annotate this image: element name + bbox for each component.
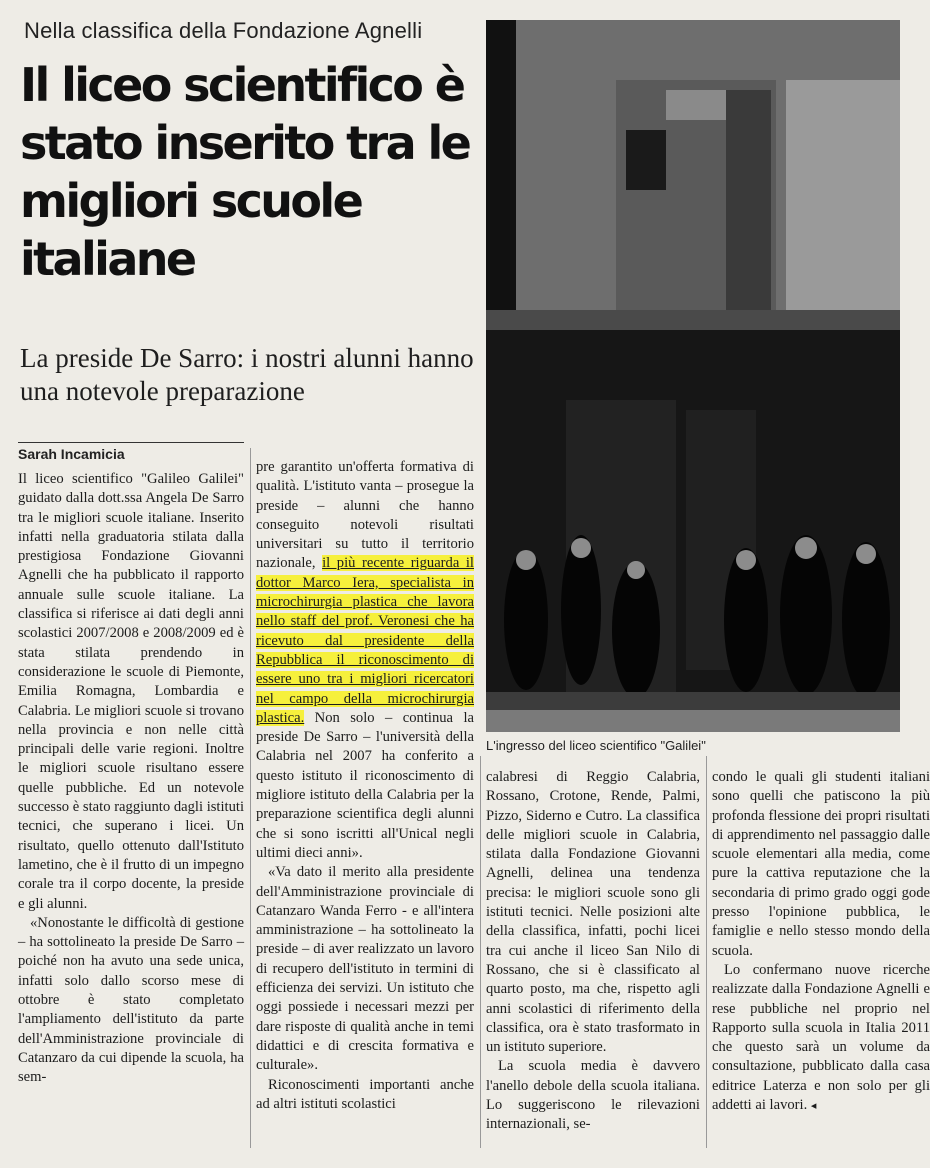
article-column-1 xyxy=(18,470,244,1088)
end-of-article-icon: ◂ xyxy=(810,1100,817,1113)
column-divider xyxy=(480,756,481,1148)
paragraph: «Nonostante le difficoltà di gestione – ha sottolineato la preside De Sarro – poiché non ha avuto una sede unica, infatti solo dallo scorso mese di ottobre è stato completato l'ampliamento dell'istituto da parte dell'Amministrazione provinciale di Catanzaro da cui dipende la scuola, ha sem- xyxy=(18,914,244,1086)
photo-illustration xyxy=(486,20,900,732)
byline: Sarah Incamicia xyxy=(18,442,244,462)
paragraph-text: pre garantito un'offerta formativa di qualità. L'istituto vanta – prosegue la preside – alunni che hanno conseguito notevoli risultati universitari su tutto il territorio nazionale, xyxy=(256,459,474,572)
article-subheadline: La preside De Sarro: i nostri alunni hanno una notevole preparazione xyxy=(20,343,474,406)
paragraph: calabresi di Reggio Calabria, Rossano, Crotone, Rende, Palmi, Pizzo, Siderno e Cutro. La classifica delle migliori scuole in Calabria, stilata dalla Fondazione Giovanni Agnelli, delinea una tendenza precisa: le migliori scuole sono gli istituti tecnici. Nelle posizioni alte della classifica, infatti, pochi licei tra cui anche il liceo San Nilo di Rossano, che si è classificato al quarto posto, ma che, rispetto agli anni scolastici di riferimento della classifica, ora è stato trasformato in un istituto superiore. xyxy=(486,769,700,1056)
article-column-2 xyxy=(256,458,474,1114)
column-divider xyxy=(250,448,251,1148)
article-column-4 xyxy=(712,768,930,1148)
article-headline: Il liceo scientifico è stato inserito tra le migliori scuole italiane xyxy=(20,58,470,286)
article-kicker: Nella classifica della Fondazione Agnelli xyxy=(24,18,423,43)
photo-caption: L'ingresso del liceo scientifico "Galilei" xyxy=(486,738,706,753)
school-entrance-photo xyxy=(486,20,900,732)
paragraph xyxy=(256,458,474,863)
paragraph xyxy=(712,961,930,1116)
paragraph: Il liceo scientifico "Galileo Galilei" guidato dalla dott.ssa Angela De Sarro tra le migliori scuole italiane. Inserito infatti nella graduatoria stilata dalla prestigiosa Fondazione Giovanni Agnelli che ha pubblicato il rapporto annuale sulle scuole italiane. La classifica si riferisce ai dati degli anni scolastici 2007/2008 e 2008/2009 ed è stata stilata prendendo in considerazione le scuole di Piemonte, Emilia Romagna, Lombardia e Calabria. Le migliori scuole si trovano nella provincia e non nelle città principali delle varie regioni. Inoltre le migliori scuole risultano essere quelle pubbliche. Ed un notevole successo è stato raggiunto dagli istituti tecnici, che superano i licei. Un risultato, quello ottenuto dall'Istituto lametino, che è il frutto di un impegno corale tra il corpo docente, la preside e gli alunni. xyxy=(18,471,244,912)
paragraph: «Va dato il merito alla presidente dell'Amministrazione provinciale di Catanzaro Wanda Ferro - e all'intera amministrazione – ha sottolineato la preside – di aver realizzato un lavoro di recupero dell'istituto in termini di efficienza dei servizi. Un istituto che oggi possiede i necessari mezzi per dare risposte di qualità anche in temi didattici e di crescita formativa e culturale». xyxy=(256,864,474,1074)
paragraph: condo le quali gli studenti italiani sono quelli che patiscono la più profonda flessione dei propri risultati di apprendimento nel passaggio dalle scuole elementari alla media, come pure la cattiva reputazione che la secondaria di primo grado oggi gode presso l'opinione pubblica, le famiglie e nello stesso mondo della scuola. xyxy=(712,769,930,959)
highlighted-passage: il più recente riguarda il dottor Marco Iera, specialista in microchirurgia plastica che lavora nello staff del prof. Veronesi che ha ricevuto dal presidente della Repubblica il riconoscimento di essere uno tra i migliori ricercatori nel campo della microchirurgia plastica. xyxy=(256,555,474,726)
paragraph-text: Non solo – continua la preside De Sarro – l'università della Calabria nel 2007 ha conferito a questo istituto il riconoscimento di migliore istituto della Calabria per la preparazione scientifica degli alunni che si sono iscritti all'Unical negli ultimi dieci anni». xyxy=(256,709,474,861)
article-column-3 xyxy=(486,768,700,1135)
paragraph-text: Lo confermano nuove ricerche realizzate dalla Fondazione Agnelli e rese pubbliche nel proprio nel Rapporto sulla scuola in Italia 2011 che questo sarà un volume da consultazione, pubblicato dalla casa editrice Laterza e non solo per gli addetti ai lavori. xyxy=(712,961,930,1114)
column-divider xyxy=(706,756,707,1148)
paragraph: Riconoscimenti importanti anche ad altri istituti scolastici xyxy=(256,1076,474,1112)
paragraph: La scuola media è davvero l'anello debole della scuola italiana. Lo suggeriscono le rilevazioni internazionali, se- xyxy=(486,1058,700,1133)
